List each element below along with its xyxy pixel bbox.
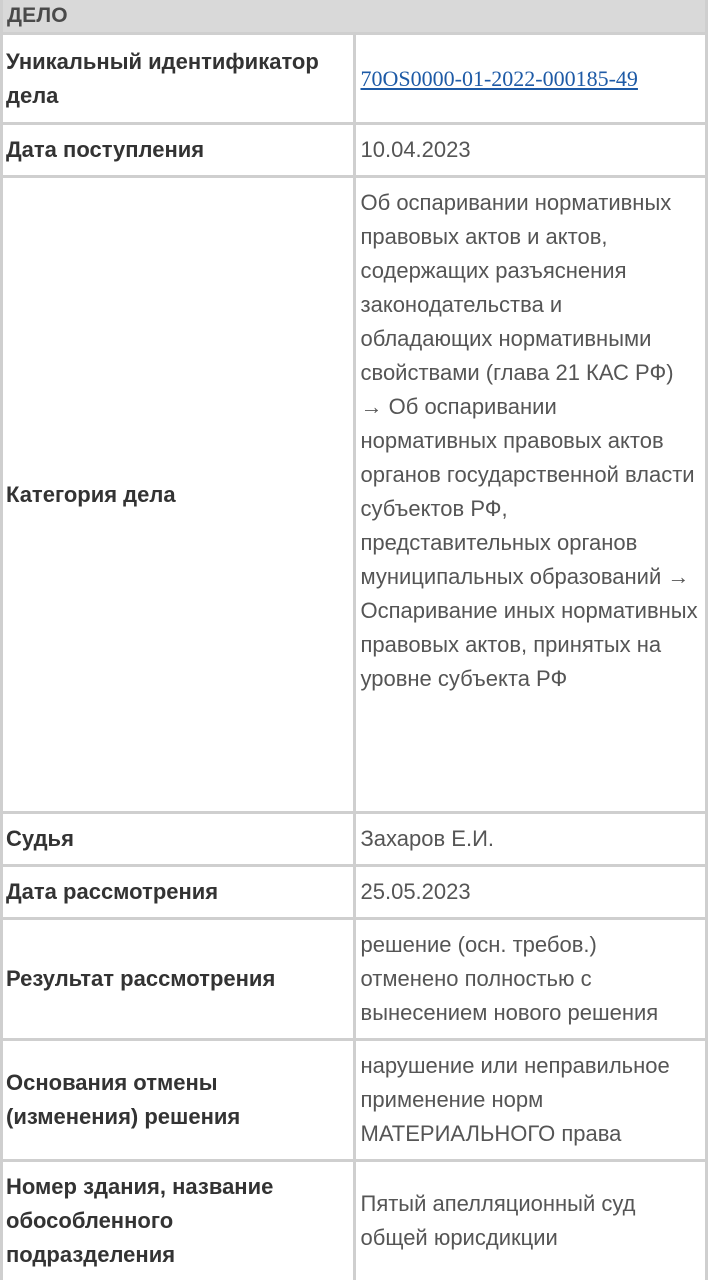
judge-value: Захаров Е.И.: [354, 813, 707, 866]
judge-label: Судья: [2, 813, 355, 866]
received-date-label: Дата поступления: [2, 124, 355, 177]
table-row-result: [2, 919, 707, 1040]
result-label: Результат рассмотрения: [2, 919, 355, 1040]
section-header-row: [2, 0, 707, 34]
table-row-hearing-date: [2, 866, 707, 919]
category-value: Об оспаривании нормативных правовых актов и актов, содержащих разъяснения законодательства и обладающих нормативными свойствами (глава 21 КАС РФ) → Об оспаривании нормативных правовых актов органов государственной власти субъектов РФ, представительных органов муниципальных образований → Оспаривание иных нормативных правовых актов, принятых на уровне субъекта РФ: [354, 177, 707, 813]
table-row-judge: [2, 813, 707, 866]
table-row-grounds: [2, 1040, 707, 1161]
table-row-category: [2, 177, 707, 813]
received-date-value: 10.04.2023: [354, 124, 707, 177]
grounds-label: Основания отмены (изменения) решения: [2, 1040, 355, 1161]
case-id-label: Уникальный идентификатор дела: [2, 34, 355, 124]
hearing-date-value: 25.05.2023: [354, 866, 707, 919]
result-value: решение (осн. требов.) отменено полностью с вынесением нового решения: [354, 919, 707, 1040]
hearing-date-label: Дата рассмотрения: [2, 866, 355, 919]
section-title: ДЕЛО: [2, 0, 707, 34]
category-label: Категория дела: [2, 177, 355, 813]
table-row-case-id: [2, 34, 707, 124]
grounds-value: нарушение или неправильное применение норм МАТЕРИАЛЬНОГО права: [354, 1040, 707, 1161]
table-row-building: [2, 1161, 707, 1280]
building-value: Пятый апелляционный суд общей юрисдикции: [354, 1161, 707, 1280]
case-id-value-cell: [354, 34, 707, 124]
table-row-received-date: [2, 124, 707, 177]
case-id-link[interactable]: 70OS0000-01-2022-000185-49: [360, 65, 638, 91]
building-label: Номер здания, название обособленного подразделения: [2, 1161, 355, 1280]
